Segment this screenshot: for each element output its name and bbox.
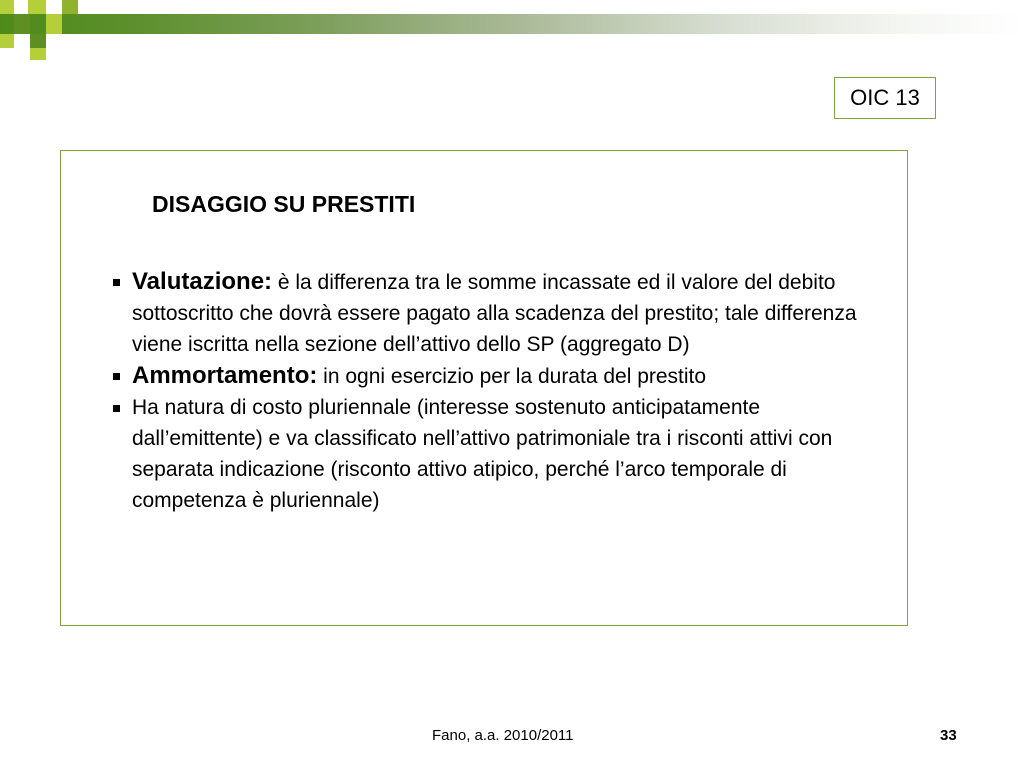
bullet-text: Ha natura di costo pluriennale (interesse sostenuto anticipatamente dall’emittente) e va classificato nell’attivo patrimoniale tra i risconti attivi con separata indicazione (risconto attivo atipico, perché l’arco temporale di competenza è pluriennale): [132, 396, 833, 512]
square-bullet-icon: [113, 405, 120, 412]
bullet-item-ammortamento: [110, 360, 880, 392]
bullet-term: Ammortamento:: [132, 362, 318, 389]
header-gradient-bar: [0, 14, 1024, 34]
bullet-text: è la differenza tra le somme incassate ed il valore del debito sottoscritto che dovrà essere pagato alla scadenza del prestito; tale differenza viene iscritta nella sezione dell’attivo dello SP (aggregato D): [132, 271, 857, 356]
bullet-item-natura: [110, 392, 880, 516]
square-bullet-icon: [113, 279, 120, 286]
standard-tag-label: OIC 13: [850, 85, 920, 110]
footer-text: Fano, a.a. 2010/2011: [432, 727, 574, 744]
decorative-square: [30, 34, 46, 48]
decorative-square: [28, 0, 46, 14]
square-bullet-icon: [113, 373, 120, 380]
decorative-square: [14, 14, 30, 34]
bullet-term: Valutazione:: [132, 268, 273, 295]
page-number: 33: [940, 727, 957, 744]
bullet-text: in ogni esercizio per la durata del prestito: [317, 365, 707, 388]
decorative-square: [46, 14, 62, 34]
slide-title: DISAGGIO SU PRESTITI: [152, 191, 416, 217]
decorative-square: [30, 48, 46, 60]
bullet-list: [110, 266, 880, 516]
bullet-item-valutazione: [110, 266, 880, 360]
decorative-square: [0, 0, 14, 14]
decorative-square: [62, 0, 78, 14]
standard-tag-box: [834, 77, 936, 119]
decorative-square: [0, 34, 14, 48]
